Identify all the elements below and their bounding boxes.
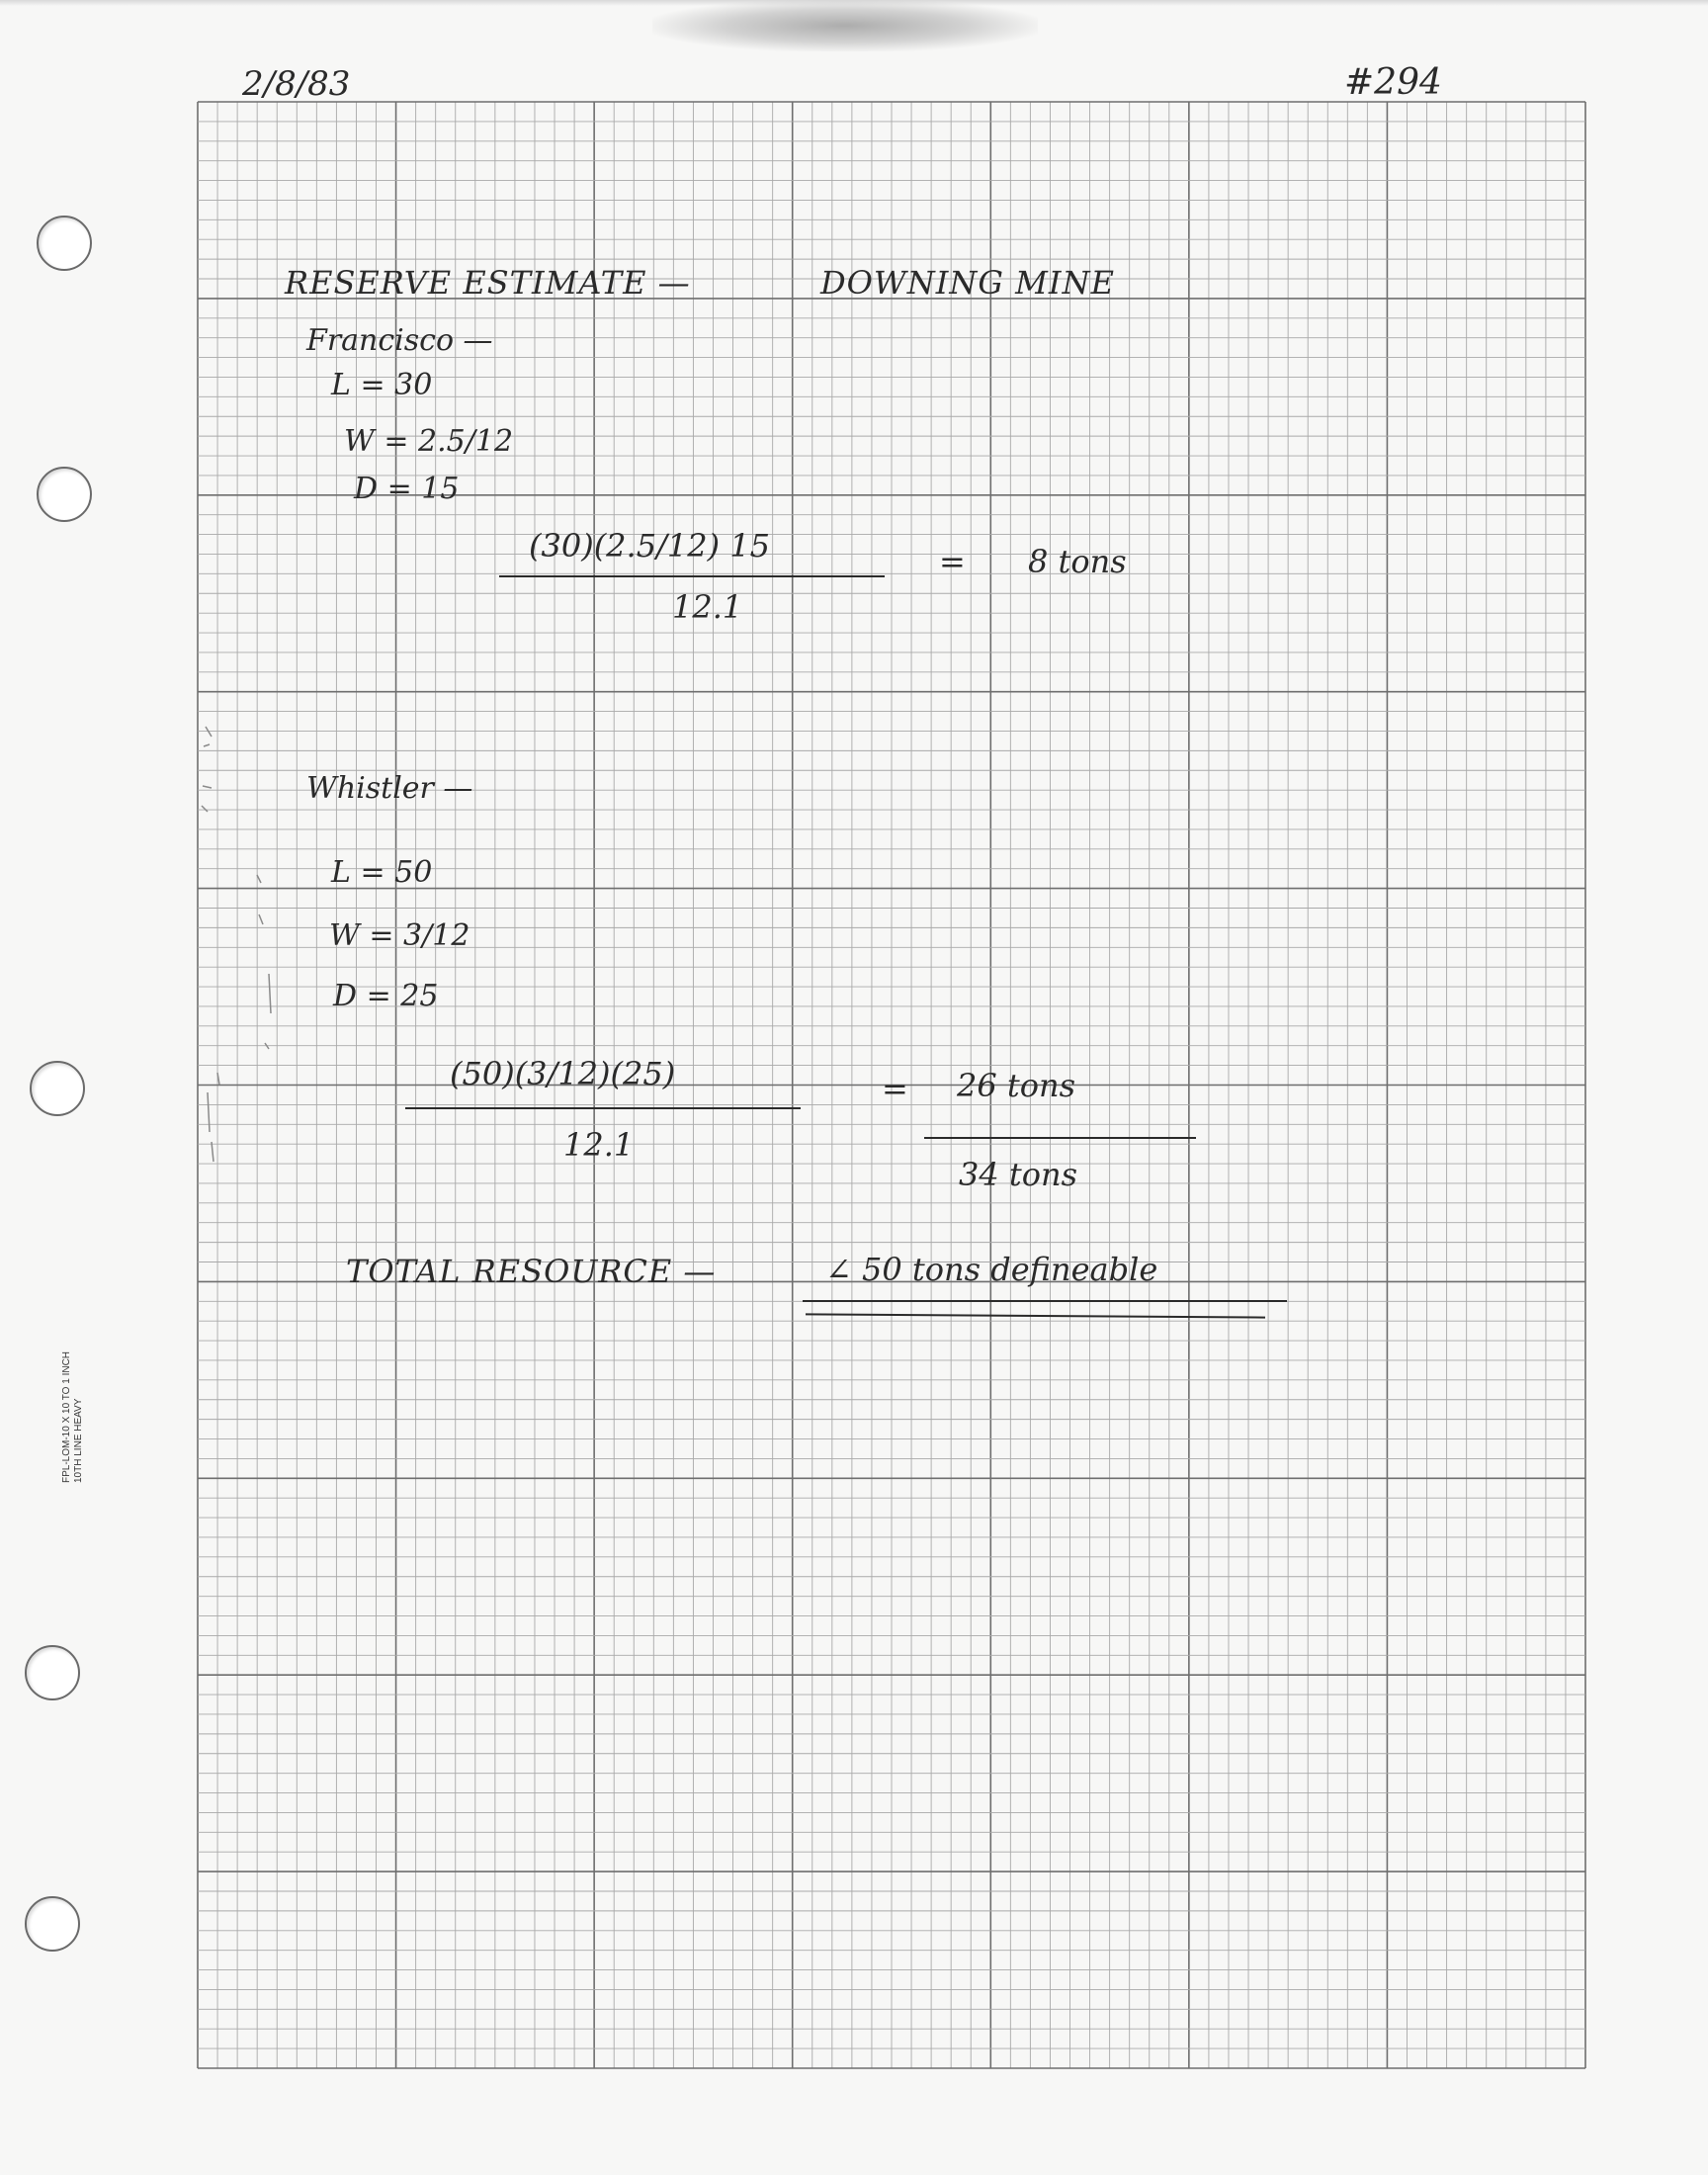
francisco-equals: = — [939, 543, 966, 580]
francisco-heading: Francisco — — [306, 323, 493, 358]
punch-hole-1 — [37, 216, 92, 271]
total-resource-label: TOTAL RESOURCE — — [346, 1253, 717, 1290]
whistler-fraction-bar — [405, 1107, 801, 1109]
sum-total: 34 tons — [959, 1156, 1078, 1193]
worksheet-title: RESERVE ESTIMATE — — [285, 264, 691, 302]
sum-line — [924, 1137, 1196, 1139]
francisco-fraction-bar — [499, 575, 885, 577]
punch-hole-3 — [30, 1061, 85, 1116]
whistler-depth: D = 25 — [333, 979, 439, 1013]
whistler-equals: = — [882, 1070, 908, 1107]
francisco-depth: D = 15 — [354, 472, 460, 506]
paper-label-line-2: 10TH LINE HEAVY — [73, 1398, 84, 1483]
francisco-length: L = 30 — [331, 368, 433, 402]
whistler-numerator: (50)(3/12)(25) — [450, 1055, 676, 1092]
page-date: 2/8/83 — [242, 64, 351, 104]
margin-pencil-marks — [198, 717, 297, 1172]
francisco-width: W = 2.5/12 — [344, 424, 514, 459]
total-resource-value: ∠ 50 tons defineable — [825, 1251, 1158, 1288]
punch-hole-4 — [25, 1645, 80, 1700]
whistler-result: 26 tons — [957, 1067, 1076, 1104]
whistler-width: W = 3/12 — [329, 918, 470, 953]
paper-manufacturer-label — [61, 1351, 85, 1483]
francisco-denominator: 12.1 — [672, 588, 743, 626]
whistler-denominator: 12.1 — [563, 1126, 635, 1164]
paper-label-line-1: FPL-LOM-10 X 10 TO 1 INCH — [61, 1350, 72, 1483]
francisco-numerator: (30)(2.5/12) 15 — [529, 527, 770, 565]
punch-hole-2 — [37, 467, 92, 522]
whistler-length: L = 50 — [331, 855, 433, 890]
page-number: #294 — [1344, 62, 1442, 103]
total-underline-1 — [803, 1300, 1287, 1302]
mine-name: DOWNING MINE — [820, 264, 1115, 302]
francisco-result: 8 tons — [1028, 543, 1127, 580]
whistler-heading: Whistler — — [306, 771, 473, 806]
punch-hole-5 — [25, 1896, 80, 1952]
